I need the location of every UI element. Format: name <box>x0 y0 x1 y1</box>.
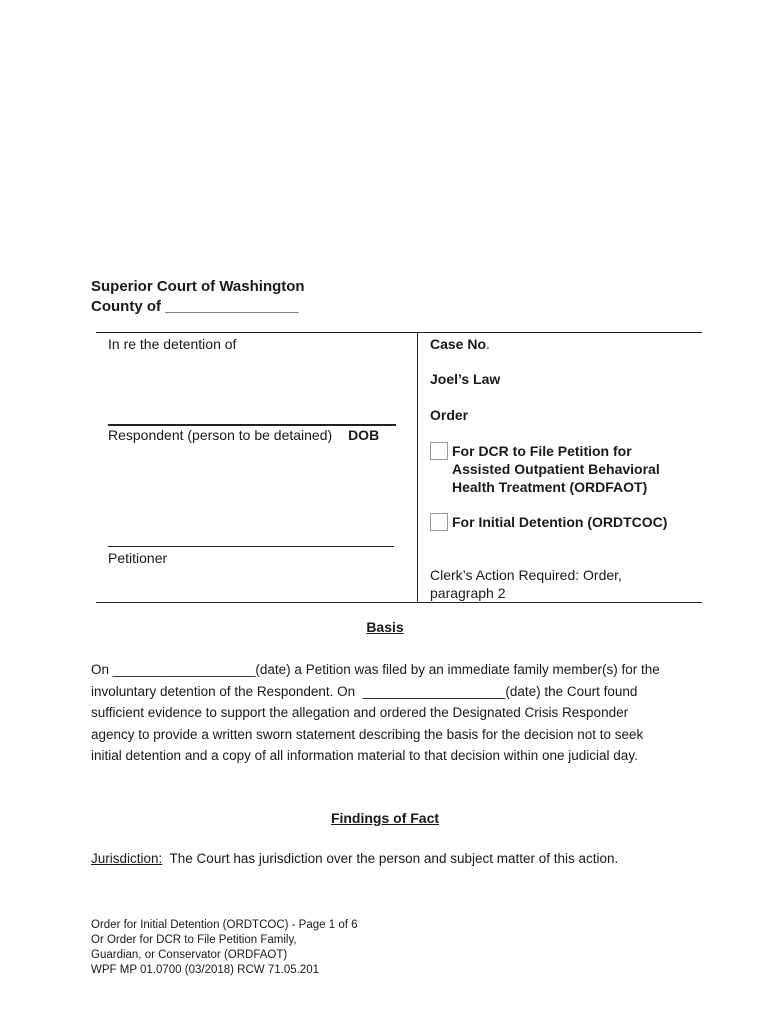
footer-line-1: Order for Initial Detention (ORDTCOC) - Page 1 of 6 <box>91 919 358 931</box>
caption-divider <box>417 333 418 602</box>
court-header <box>91 277 305 317</box>
footer-line-2: Or Order for DCR to File Petition Family, <box>91 934 297 946</box>
dcr-petition-label: For DCR to File Petition for Assisted Outpatient Behavioral Health Treatment (ORDFAOT) <box>452 443 660 495</box>
detention-label: In re the detention of <box>108 336 237 352</box>
clerk-action-note: Clerk’s Action Required: Order, paragraph 2 <box>430 567 622 601</box>
petitioner-signature-line <box>108 546 394 547</box>
findings-heading: Findings of Fact <box>330 810 440 826</box>
order-title: Order <box>430 407 469 423</box>
jurisdiction-label: Jurisdiction: <box>91 851 163 866</box>
case-caption <box>96 332 702 603</box>
footer-line-4: WPF MP 01.0700 (03/2018) RCW 71.05.201 <box>91 964 319 976</box>
respondent-label-row <box>108 427 379 443</box>
initial-detention-label: For Initial Detention (ORDTCOC) <box>452 514 668 530</box>
initial-detention-checkbox[interactable] <box>430 513 448 531</box>
footer-line-3: Guardian, or Conservator (ORDFAOT) <box>91 949 288 961</box>
respondent-signature-line <box>108 424 396 426</box>
joels-law-title: Joel’s Law <box>430 371 501 387</box>
petitioner-label: Petitioner <box>108 550 168 566</box>
option-dcr-petition[interactable] <box>430 442 682 496</box>
basis-paragraph: On ___________________(date) a Petition was filed by an immediate family member(s) for the involuntary detention of the Respondent. On ___________________(date) the Court found sufficient evidence to support the allegation and ordered the Designated Crisis Responder agency to provide a written sworn statement describing the basis for the decision not to seek initial detention and a copy of all information material to that decision within one judicial day. <box>91 662 664 763</box>
county-line: County of ________________ <box>91 298 299 315</box>
court-name: Superior Court of Washington <box>91 278 305 295</box>
basis-heading: Basis <box>366 619 404 635</box>
dcr-petition-checkbox[interactable] <box>430 442 448 460</box>
jurisdiction-text: The Court has jurisdiction over the person and subject matter of this action. <box>169 851 619 866</box>
case-number-label: Case No. <box>430 336 490 352</box>
respondent-label: Respondent (person to be detained) <box>108 427 333 443</box>
jurisdiction-paragraph <box>91 851 618 866</box>
page-footer <box>91 918 358 978</box>
dob-label: DOB <box>348 427 380 443</box>
option-initial-detention[interactable] <box>430 513 682 531</box>
